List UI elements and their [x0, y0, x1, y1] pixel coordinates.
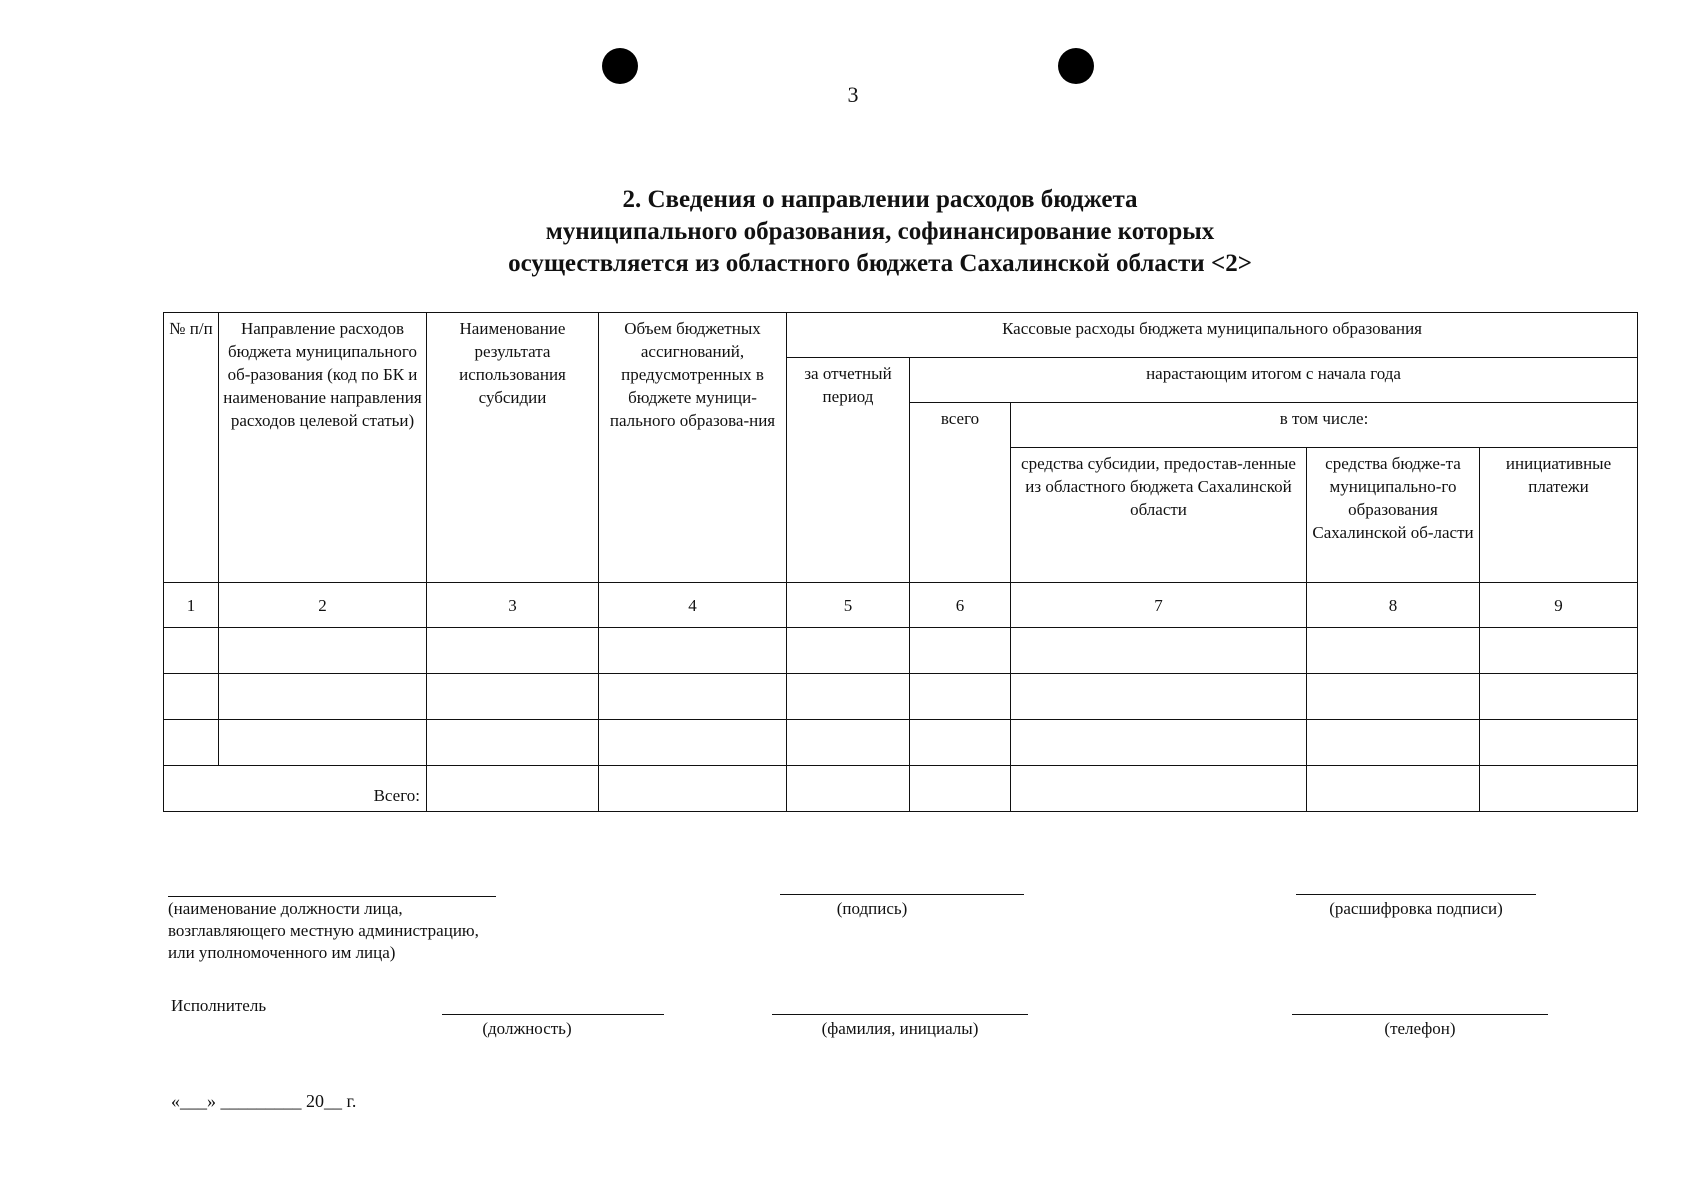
decoding-caption: (расшифровка подписи) [1329, 899, 1503, 918]
table-cell [164, 628, 219, 674]
table-cell [910, 628, 1011, 674]
table-cell [219, 674, 427, 720]
executor-phone-line [1292, 1014, 1548, 1015]
table-cell [427, 674, 599, 720]
table-cell [219, 628, 427, 674]
table-cell [599, 720, 787, 766]
table-row [164, 720, 1638, 766]
title-line-3: осуществляется из областного бюджета Сахалинской области <2> [508, 250, 1252, 277]
table-cell [427, 628, 599, 674]
decoding-line [1296, 894, 1536, 895]
punch-hole-right [1058, 48, 1094, 84]
header-col-2: Направление расходов бюджета муниципального об-разования (код по БК и наименование направления расходов целевой статьи) [219, 313, 427, 583]
column-number: 4 [599, 583, 787, 628]
executor-position-line [442, 1014, 664, 1015]
column-number: 7 [1011, 583, 1307, 628]
column-number: 1 [164, 583, 219, 628]
column-number: 3 [427, 583, 599, 628]
title-line-2: муниципального образования, софинансирование которых [545, 218, 1215, 245]
table-cell [599, 766, 787, 812]
table-cell [1480, 766, 1638, 812]
table-cell [1011, 628, 1307, 674]
total-row [164, 766, 1638, 812]
column-number: 8 [1307, 583, 1480, 628]
table-cell [164, 720, 219, 766]
budget-table [163, 312, 1638, 812]
table-cell [599, 628, 787, 674]
table-cell [427, 720, 599, 766]
table-cell [1480, 674, 1638, 720]
header-col-4: Объем бюджетных ассигнований, предусмотренных в бюджете муници-пального образова-ния [599, 313, 787, 583]
table-cell [1480, 628, 1638, 674]
table-row [164, 674, 1638, 720]
header-col-5: за отчетный период [787, 358, 910, 583]
header-col-3: Наименование результата использования субсидии [427, 313, 599, 583]
table-cell [787, 720, 910, 766]
position-caption: (наименование должности лица, возглавляющего местную администрацию, или уполномоченного им лица) [168, 899, 479, 962]
date-line: «___» _________ 20__ г. [171, 1091, 357, 1111]
table-cell [1307, 628, 1480, 674]
position-line [168, 896, 496, 897]
total-label: Всего: [164, 766, 427, 812]
executor-position-caption: (должность) [482, 1019, 572, 1038]
column-number: 9 [1480, 583, 1638, 628]
column-number: 5 [787, 583, 910, 628]
header-col-9: инициативные платежи [1480, 448, 1638, 583]
table-cell [787, 628, 910, 674]
header-including: в том числе: [1011, 403, 1638, 448]
table-cell [164, 674, 219, 720]
header-col-6: всего [910, 403, 1011, 583]
section-title [0, 184, 1706, 280]
table-cell [1011, 766, 1307, 812]
table-cell [427, 766, 599, 812]
table-cell [1480, 720, 1638, 766]
executor-name-caption: (фамилия, инициалы) [821, 1019, 979, 1038]
table-cell [1307, 766, 1480, 812]
table-cell [910, 720, 1011, 766]
table-cell [910, 674, 1011, 720]
table-cell [1307, 674, 1480, 720]
header-col-1: № п/п [164, 313, 219, 583]
table-cell [787, 766, 910, 812]
executor-label: Исполнитель [171, 996, 267, 1015]
signature-line [780, 894, 1024, 895]
table-cell [599, 674, 787, 720]
executor-phone-caption: (телефон) [1384, 1019, 1456, 1038]
table-cell [1011, 674, 1307, 720]
table-cell [787, 674, 910, 720]
table-row [164, 628, 1638, 674]
page-number: 3 [847, 82, 859, 107]
header-group-cash-expenses: Кассовые расходы бюджета муниципального образования [787, 313, 1638, 358]
header-subgroup-cumulative: нарастающим итогом с начала года [910, 358, 1638, 403]
punch-hole-left [602, 48, 638, 84]
table-cell [1011, 720, 1307, 766]
title-line-1: 2. Сведения о направлении расходов бюджета [622, 186, 1138, 213]
table-cell [910, 766, 1011, 812]
header-col-7: средства субсидии, предостав-ленные из областного бюджета Сахалинской области [1011, 448, 1307, 583]
column-numbers-row [164, 583, 1638, 628]
column-number: 2 [219, 583, 427, 628]
signature-caption: (подпись) [836, 899, 908, 918]
column-number: 6 [910, 583, 1011, 628]
header-col-8: средства бюдже-та муниципально-го образования Сахалинской об-ласти [1307, 448, 1480, 583]
table-cell [1307, 720, 1480, 766]
table-cell [219, 720, 427, 766]
executor-name-line [772, 1014, 1028, 1015]
